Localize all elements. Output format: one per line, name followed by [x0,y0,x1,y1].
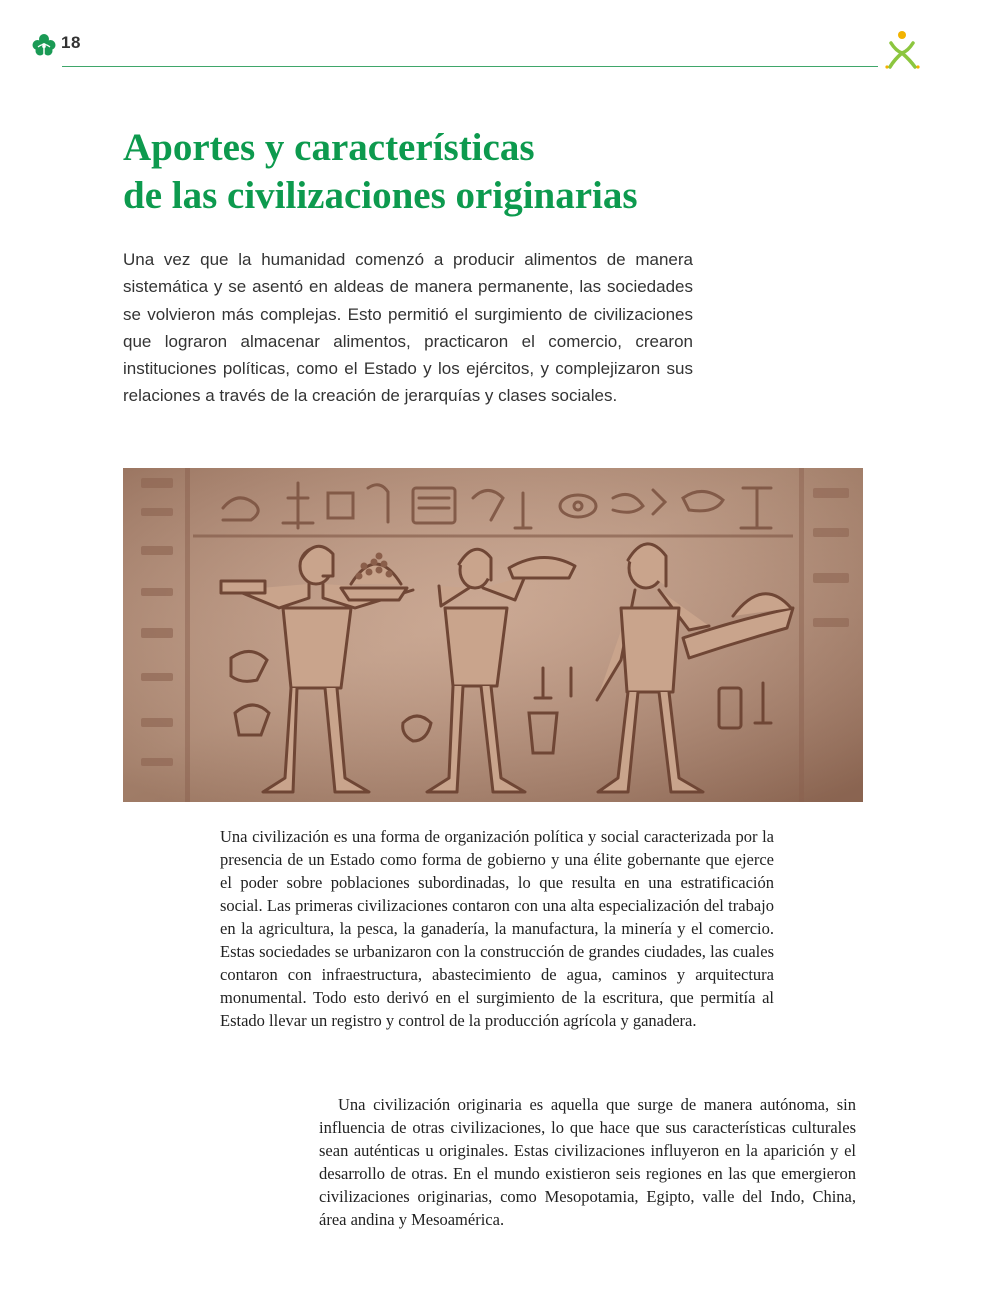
page-number: 18 [61,33,81,52]
header-rule [62,66,878,67]
page-title [123,124,843,220]
sprout-figure-icon [882,30,922,72]
clover-logo-icon [31,33,57,57]
intro-paragraph: Una vez que la humanidad comenzó a producir alimentos de manera sistemática y se asentó en aldeas de manera permanente, las sociedades se volvieron más complejas. Esto permitió el surgimiento de civilizaciones que lograron almacenar alimentos, practicaron el comercio, crearon instituciones políticas, como el Estado y los ejércitos, y complejizaron sus relaciones a través de la creación de jerarquías y clases sociales. [123,250,693,406]
title-line-2: de las civilizaciones originarias [123,174,638,217]
egyptian-relief-photo [123,468,863,802]
civilization-definition-paragraph: Una civilización es una forma de organización política y social caracterizada por la presencia de un Estado como forma de gobierno y una élite gobernante que ejerce el poder sobre poblaciones subordinadas, lo que resulta en una estratificación social. Las primeras civilizaciones contaron con una alta especialización del trabajo en la agricultura, la pesca, la ganadería, la manufactura, la minería y el comercio. Estas sociedades se urbanizaron con la construcción de grandes ciudades, las cuales contaron con infraestructura, abastecimiento de agua, caminos y arquitectura monumental. Todo esto derivó en el surgimiento de la escritura, que permitía al Estado llevar un registro y control de la producción agrícola y ganadera. [220,827,774,1030]
original-civilization-paragraph: Una civilización originaria es aquella que surge de manera autónoma, sin influencia de otras civilizaciones, lo que hace que sus características culturales sean auténticas u originales. Estas civilizaciones influyeron en la aparición y el desarrollo de otras. En el mundo existieron seis regiones en las que emergieron civilizaciones originarias, como Mesopotamia, Egipto, valle del Indo, China, área andina y Mesoamérica. [319,1095,856,1229]
title-line-1: Aportes y características [123,126,535,169]
